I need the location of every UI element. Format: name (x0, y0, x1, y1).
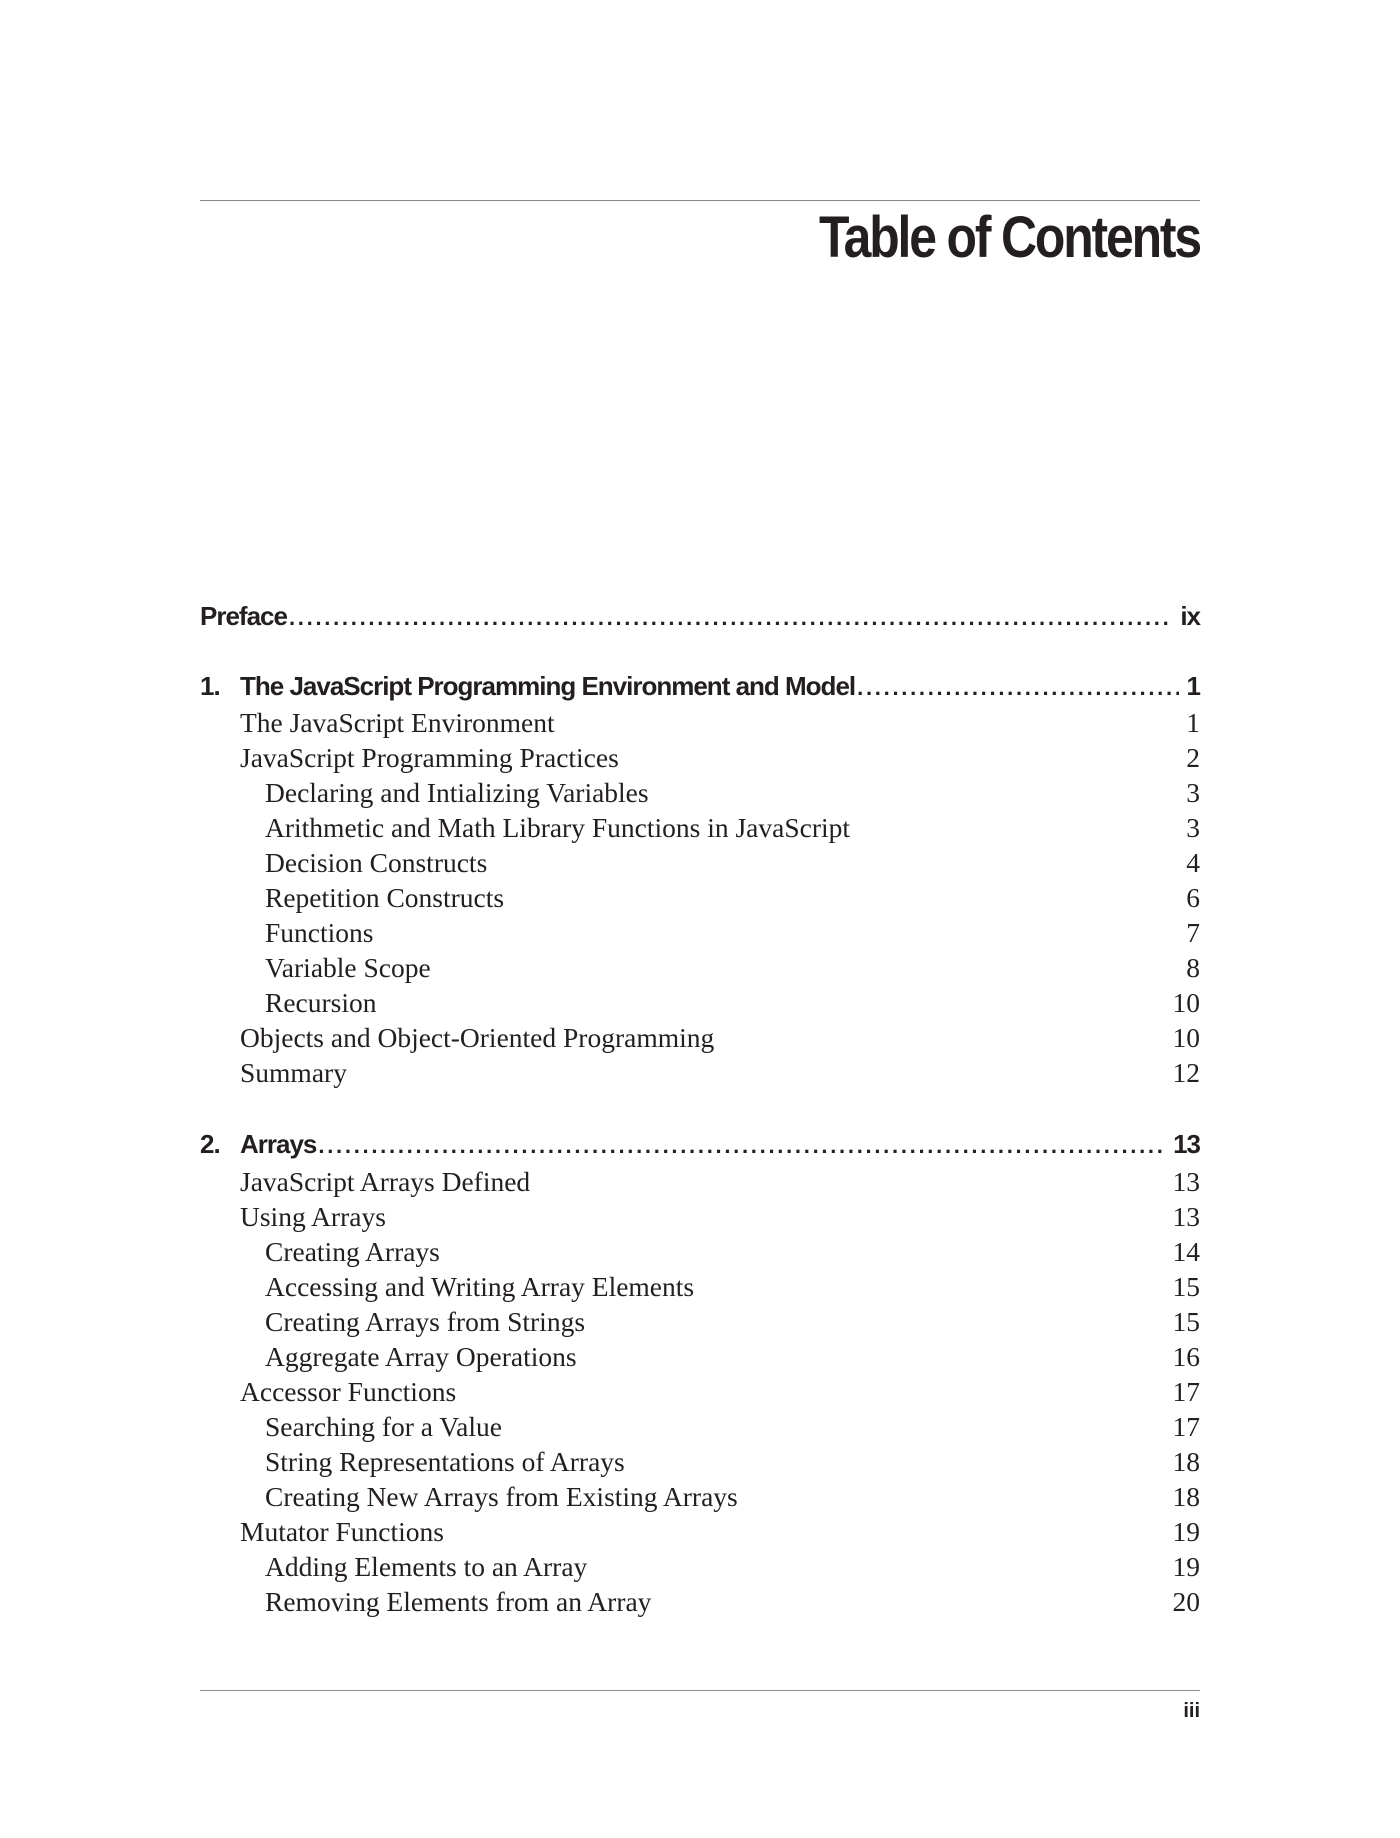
subsection-page: 17 (1172, 1411, 1200, 1442)
toc-subsection[interactable] (200, 1339, 1200, 1375)
toc-subsection[interactable] (200, 1584, 1200, 1620)
subsection-title: Removing Elements from an Array (265, 1586, 652, 1617)
section-title: JavaScript Arrays Defined (240, 1166, 531, 1197)
page-folio: iii (1183, 1700, 1200, 1722)
toc-subsection[interactable] (200, 950, 1200, 986)
subsection-title: Creating New Arrays from Existing Arrays (265, 1481, 738, 1512)
chapter-page: 13 (1173, 1129, 1200, 1159)
page-title: Table of Contents (819, 205, 1200, 270)
toc-subsection[interactable] (200, 1479, 1200, 1515)
section-title: Objects and Object-Oriented Programming (240, 1022, 715, 1053)
section-page: 13 (1172, 1166, 1200, 1197)
toc-section[interactable] (200, 1514, 1200, 1550)
toc-subsection[interactable] (200, 985, 1200, 1021)
subsection-page: 20 (1172, 1586, 1200, 1617)
toc-subsection[interactable] (200, 880, 1200, 916)
subsection-page: 15 (1172, 1306, 1200, 1337)
toc-section[interactable] (200, 1374, 1200, 1410)
subsection-page: 18 (1172, 1481, 1200, 1512)
subsection-title: Recursion (265, 987, 377, 1018)
subsection-title: Repetition Constructs (265, 882, 505, 913)
subsection-title: Creating Arrays from Strings (265, 1306, 586, 1337)
subsection-title: Arithmetic and Math Library Functions in JavaScript (265, 812, 851, 843)
subsection-page: 4 (1186, 847, 1200, 878)
chapter-page: 1 (1186, 671, 1200, 701)
preface-title: Preface (200, 601, 287, 631)
chapter-number: 2. (200, 1129, 220, 1159)
preface-page: ix (1180, 601, 1200, 631)
toc-section[interactable] (200, 1164, 1200, 1200)
subsection-title: Accessing and Writing Array Elements (265, 1271, 695, 1302)
toc-subsection[interactable] (200, 1549, 1200, 1585)
subsection-title: Aggregate Array Operations (265, 1341, 577, 1372)
dot-leader (289, 600, 1172, 636)
subsection-page: 7 (1186, 917, 1200, 948)
subsection-page: 14 (1172, 1236, 1200, 1267)
section-page: 2 (1186, 742, 1200, 773)
subsection-title: Decision Constructs (265, 847, 488, 878)
section-page: 13 (1172, 1201, 1200, 1232)
toc-section[interactable] (200, 1020, 1200, 1056)
section-title: Accessor Functions (240, 1376, 457, 1407)
toc-subsection[interactable] (200, 1444, 1200, 1480)
section-title: Mutator Functions (240, 1516, 444, 1547)
subsection-title: Adding Elements to an Array (265, 1551, 588, 1582)
subsection-title: String Representations of Arrays (265, 1446, 625, 1477)
chapter-number: 1. (200, 671, 220, 701)
toc-subsection[interactable] (200, 915, 1200, 951)
subsection-title: Variable Scope (265, 952, 431, 983)
dot-leader (857, 670, 1178, 706)
toc-subsection[interactable] (200, 1269, 1200, 1305)
toc-subsection[interactable] (200, 1234, 1200, 1270)
dot-leader (318, 1128, 1165, 1164)
toc-section[interactable] (200, 1055, 1200, 1091)
toc-subsection[interactable] (200, 1409, 1200, 1445)
section-page: 1 (1186, 707, 1200, 738)
toc-section[interactable] (200, 1199, 1200, 1235)
toc-section[interactable] (200, 740, 1200, 776)
subsection-page: 6 (1186, 882, 1200, 913)
section-title: JavaScript Programming Practices (240, 742, 619, 773)
subsection-title: Creating Arrays (265, 1236, 440, 1267)
chapter-title: Arrays (240, 1129, 317, 1159)
subsection-page: 10 (1172, 987, 1200, 1018)
subsection-page: 3 (1186, 777, 1200, 808)
section-page: 17 (1172, 1376, 1200, 1407)
toc-chapter-1[interactable] (200, 668, 1200, 704)
subsection-title: Functions (265, 917, 374, 948)
toc-subsection[interactable] (200, 1304, 1200, 1340)
toc-subsection[interactable] (200, 810, 1200, 846)
subsection-title: Searching for a Value (265, 1411, 502, 1442)
subsection-page: 18 (1172, 1446, 1200, 1477)
subsection-page: 15 (1172, 1271, 1200, 1302)
table-of-contents (200, 0, 1200, 1838)
subsection-page: 8 (1186, 952, 1200, 983)
toc-subsection[interactable] (200, 845, 1200, 881)
chapter-title: The JavaScript Programming Environment and Model (240, 671, 856, 701)
section-page: 12 (1172, 1057, 1200, 1088)
toc-subsection[interactable] (200, 775, 1200, 811)
section-page: 19 (1172, 1516, 1200, 1547)
section-title: Summary (240, 1057, 347, 1088)
subsection-page: 19 (1172, 1551, 1200, 1582)
toc-section[interactable] (200, 705, 1200, 741)
subsection-page: 3 (1186, 812, 1200, 843)
subsection-title: Declaring and Intializing Variables (265, 777, 649, 808)
section-title: Using Arrays (240, 1201, 386, 1232)
section-page: 10 (1172, 1022, 1200, 1053)
toc-preface[interactable] (200, 598, 1200, 634)
section-title: The JavaScript Environment (240, 707, 555, 738)
subsection-page: 16 (1172, 1341, 1200, 1372)
bottom-rule (200, 1690, 1200, 1691)
toc-chapter-2[interactable] (200, 1126, 1200, 1162)
